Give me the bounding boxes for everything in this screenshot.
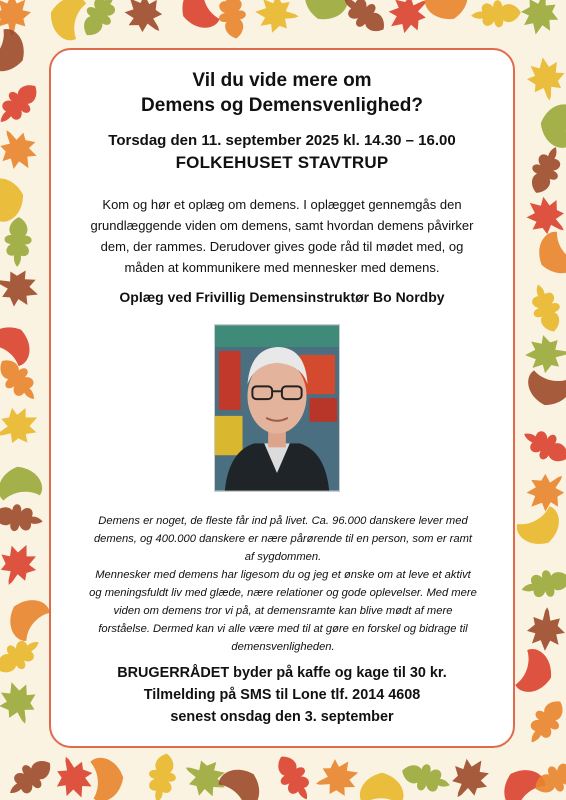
oak-leaf-icon [4, 217, 33, 268]
maple-leaf-icon [311, 754, 363, 800]
oak-leaf-icon [470, 0, 521, 29]
oak-leaf-icon [0, 77, 45, 132]
info-line: Mennesker med demens har ligesom du og jeg et ønske om at leve et aktivt [95, 569, 471, 581]
maple-leaf-icon [518, 188, 566, 245]
ginkgo-leaf-icon [423, 0, 482, 46]
ginkgo-leaf-icon [216, 744, 284, 800]
info-line: forståelse. Dermed kan vi alle være med til at gøre en forskel og bidrage til [98, 623, 468, 635]
oak-leaf-icon [518, 422, 566, 470]
ginkgo-leaf-icon [514, 505, 566, 572]
maple-leaf-icon [116, 0, 173, 44]
maple-leaf-icon [518, 462, 566, 520]
info-line: og meningsfuldt liv med glæde, nære relationer og gode oplevelser. Med mere [89, 587, 477, 599]
maple-leaf-icon [526, 606, 566, 652]
maple-leaf-icon [442, 750, 498, 800]
footer-line: BRUGERRÅDET byder på kaffe og kage til 30 kr. [117, 665, 447, 681]
poster-title [51, 68, 513, 118]
presenter-photo [214, 324, 340, 492]
maple-leaf-icon [0, 537, 44, 592]
maple-leaf-icon [0, 676, 43, 729]
poster-card [49, 48, 515, 748]
title-line-1: Vil du vide mere om [192, 70, 372, 91]
intro-line: grundlæggende viden om demens, samt hvordan demens påvirker [90, 218, 474, 233]
ginkgo-leaf-icon [0, 26, 51, 89]
maple-leaf-icon [517, 0, 563, 38]
ginkgo-leaf-icon [0, 300, 51, 368]
info-line: demensvenligheden. [231, 641, 335, 653]
ginkgo-leaf-icon [517, 99, 566, 149]
footer-line: senest onsdag den 3. september [170, 709, 394, 725]
ginkgo-leaf-icon [360, 751, 405, 800]
title-line-2: Demens og Demensvenlighed? [141, 95, 423, 116]
maple-leaf-icon [48, 750, 99, 800]
oak-leaf-icon [398, 758, 453, 798]
maple-leaf-icon [524, 334, 566, 374]
event-date: Torsdag den 11. september 2025 kl. 14.30 – 16.00 [108, 132, 456, 149]
presenter-line: Oplæg ved Frivillig Demensinstruktør Bo Nordby [119, 289, 445, 305]
signup-info [51, 662, 513, 728]
maple-leaf-icon [0, 400, 45, 452]
oak-leaf-icon [270, 750, 319, 800]
ginkgo-leaf-icon [155, 0, 221, 45]
oak-leaf-icon [525, 280, 566, 336]
oak-leaf-icon [524, 142, 566, 198]
intro-line: dem, der rammes. Derudover gives gode råd til mødet med, og [100, 239, 464, 254]
dementia-info-text [67, 512, 499, 656]
intro-line: Kom og hør et oplæg om demens. I oplægget gennemgås den [102, 197, 462, 212]
intro-line: måden at kommunikere med mennesker med demens. [124, 260, 440, 275]
info-line: demens, og 400.000 danskere er nære pårørende til en person, som er ramt [93, 533, 473, 545]
maple-leaf-icon [0, 121, 45, 178]
oak-leaf-icon [2, 752, 58, 800]
maple-leaf-icon [524, 54, 566, 103]
info-line: Demens er noget, de fleste får ind på livet. Ca. 96.000 danskere lever med [98, 515, 468, 527]
ginkgo-leaf-icon [480, 744, 547, 800]
oak-leaf-icon [0, 501, 45, 535]
maple-leaf-icon [253, 0, 300, 35]
ginkgo-leaf-icon [290, 0, 350, 46]
ginkgo-leaf-icon [519, 370, 566, 431]
event-venue: FOLKEHUSET STAVTRUP [175, 153, 389, 172]
oak-leaf-icon [521, 694, 566, 750]
ginkgo-leaf-icon [0, 169, 49, 224]
oak-leaf-icon [214, 0, 249, 41]
intro-text [73, 194, 491, 278]
ginkgo-leaf-icon [512, 229, 566, 295]
oak-leaf-icon [519, 565, 566, 603]
maple-leaf-icon [0, 263, 44, 313]
ginkgo-leaf-icon [90, 754, 146, 800]
info-line: viden om demens tror vi på, at demensramte kan blive mødt af mere [113, 605, 453, 617]
ginkgo-leaf-icon [25, 0, 87, 42]
oak-leaf-icon [144, 751, 180, 800]
ginkgo-leaf-icon [0, 576, 52, 643]
ginkgo-leaf-icon [514, 647, 566, 705]
footer-line: Tilmelding på SMS til Lone tlf. 2014 4608 [143, 687, 421, 703]
info-line: af sygdommen. [244, 551, 322, 563]
ginkgo-leaf-icon [0, 443, 43, 501]
